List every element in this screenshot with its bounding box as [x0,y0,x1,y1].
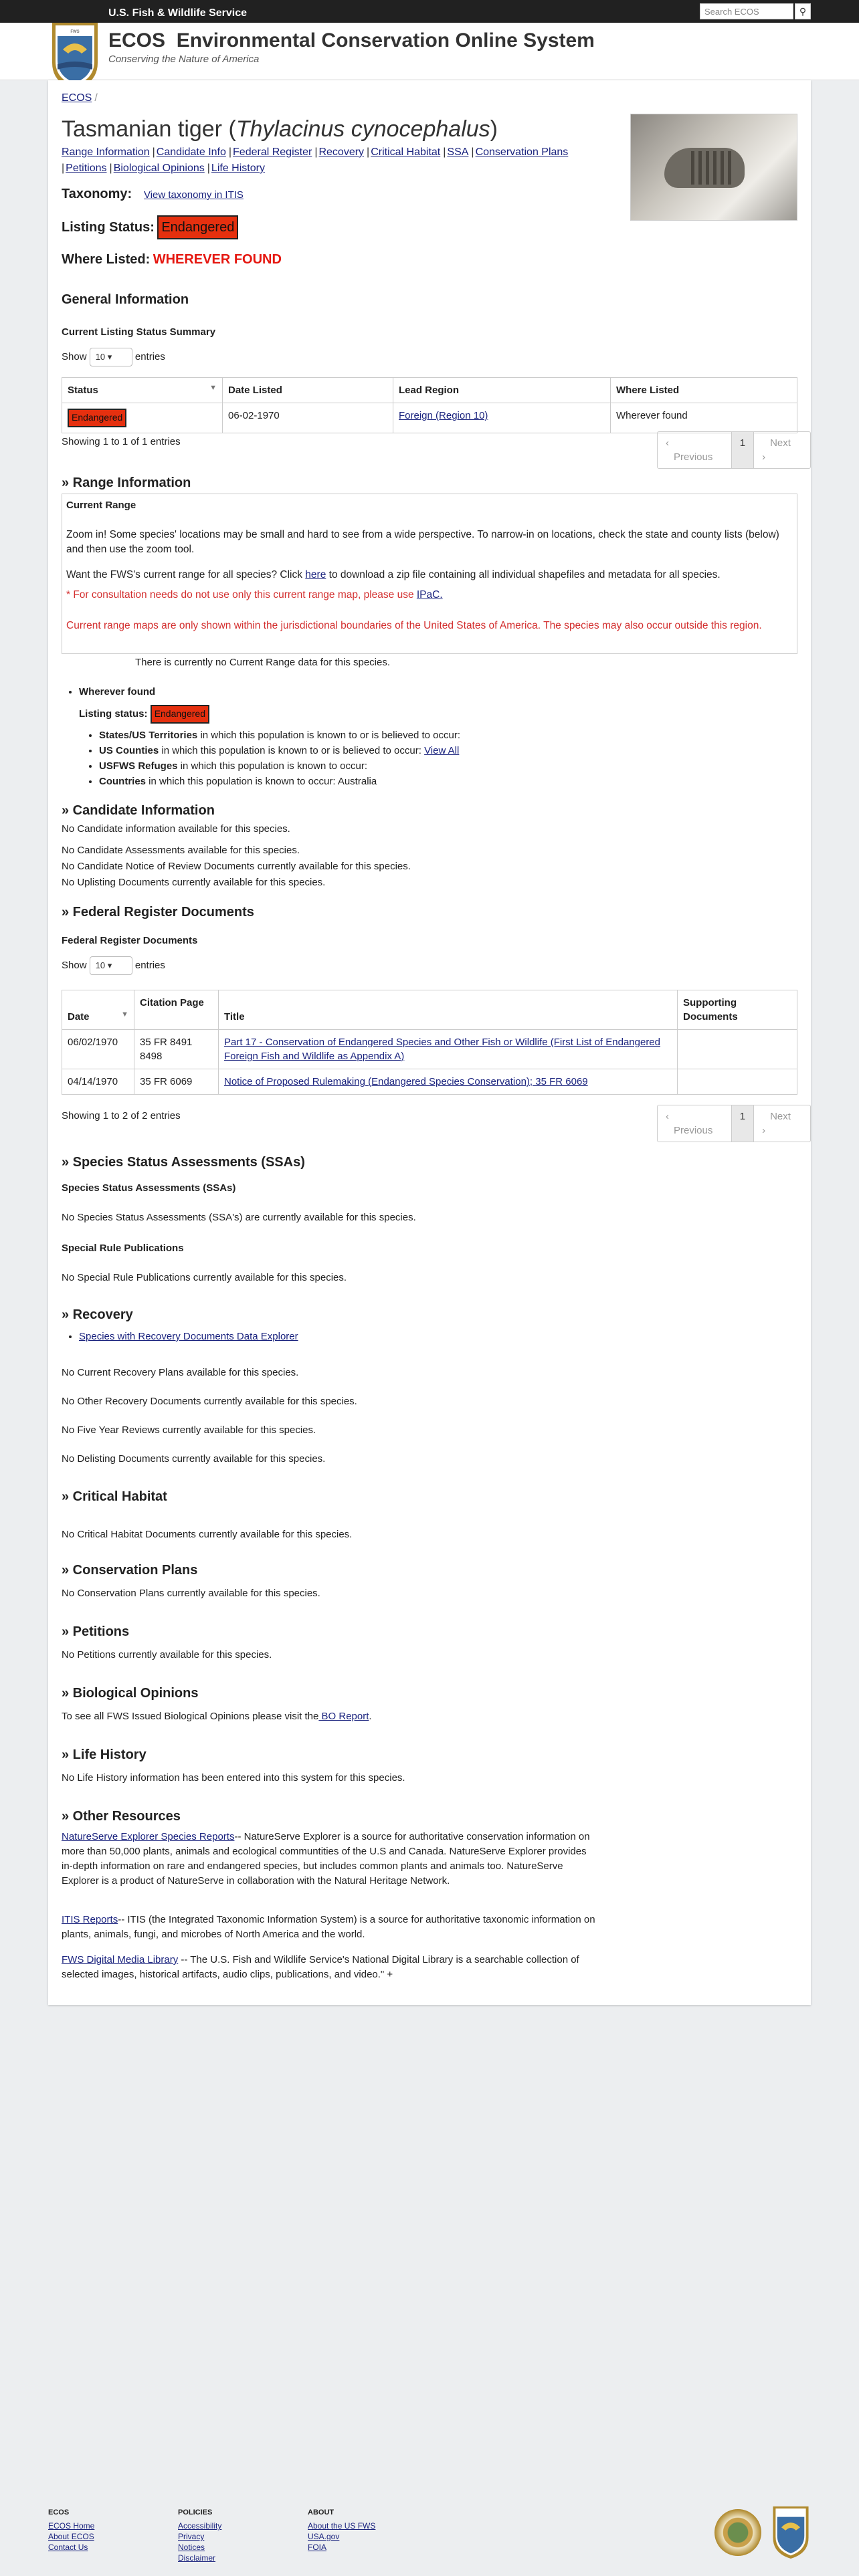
ssa-subheading: Species Status Assessments (SSAs) [62,1182,236,1194]
occurrence-item: • US Counties in which this population is known to or is believed to occur: View All [99,743,460,758]
fedreg-subheading: Federal Register Documents [62,935,198,946]
page-button[interactable]: 1 [732,432,754,468]
page-size-select[interactable]: 10 ▾ [90,956,132,975]
col-citation[interactable]: Citation Page [134,990,219,1030]
page-size-control: Show 10 ▾ entries [62,348,165,366]
table-row: 06/02/1970 35 FR 8491 8498 Part 17 - Conservation of Endangered Species and Other Fish or Wildlife (First List of Endangered Foreign Fish and Wildlife as Appendix A) [62,1030,797,1069]
footer-link[interactable]: USA.gov [308,2532,340,2542]
petitions-none: No Petitions currently available for this species. [62,1649,272,1660]
special-rule-heading: Special Rule Publications [62,1243,184,1254]
species-photo[interactable] [630,114,797,221]
bio-opinions-text: To see all FWS Issued Biological Opinions please visit the BO Report. [62,1711,372,1722]
region-link[interactable]: Foreign (Region 10) [399,410,488,421]
candidate-text: No Candidate information available for this species. No Candidate Assessments available for this species. No Candidate Notice of Review Documents currently available for this species. No Uplisting Documents currently available for this species. [62,823,411,888]
col-supporting[interactable]: Supporting Documents [678,990,797,1030]
resource-natureserve: NatureServe Explorer Species Reports-- NatureServe Explorer is a source for authoritative conservation information on more than 50,000 plants, animals and ecological communtities of the U.S and Canada. NatureServe Explorer provides in-depth information on rare and endangered species, but includes common plants and animals too. NatureServe Explorer is a product of NatureServe in collaboration with the Natural Heritage Network. [62,1831,590,1887]
range-boundary-text: Current range maps are only shown within the jurisdictional boundaries of the United States of America. The species may also occur outside this region. [66,620,762,631]
col-status[interactable]: Status ▼ [62,378,223,403]
col-region[interactable]: Lead Region [393,378,611,403]
status-badge: Endangered [151,705,209,724]
sort-icon[interactable]: ▼ [209,384,217,392]
nav-link-ssa[interactable]: SSA [447,146,469,158]
ipac-link[interactable]: IPaC. [416,589,443,601]
main-card [48,80,811,2005]
ssa-none: No Species Status Assessments (SSA's) are currently available for this species. [62,1212,416,1223]
listing-status-row: Listing Status: Endangered [62,215,238,239]
fedreg-page-size: Show 10 ▾ entries [62,956,165,975]
occurrence-list [82,728,460,789]
natureserve-link[interactable]: NatureServe Explorer Species Reports [62,1831,235,1842]
special-rule-none: No Special Rule Publications currently available for this species. [62,1272,347,1283]
critical-habitat-none: No Critical Habitat Documents currently available for this species. [62,1529,353,1540]
view-all-counties-link[interactable]: View All [424,745,460,756]
footer-link[interactable]: Disclaimer [178,2553,216,2563]
nav-link-biological-opinions[interactable]: Biological Opinions [113,163,205,174]
nav-separator: | [109,163,112,174]
taxonomy-row: Taxonomy: View taxonomy in ITIS [62,187,244,201]
col-title[interactable]: Title [219,990,678,1030]
status-badge: Endangered [68,409,126,427]
range-heading: » Range Information [62,475,191,490]
recovery-none-3: No Five Year Reviews currently available for this species. [62,1424,316,1436]
site-tagline: Conserving the Nature of America [108,53,260,65]
recovery-links [62,1329,298,1344]
nav-separator: | [62,163,65,174]
prev-button[interactable]: ‹ Previous [658,1105,732,1142]
svg-text:FWS: FWS [70,30,80,34]
nav-link-life-history[interactable]: Life History [211,163,265,174]
fws-shield-icon[interactable] [769,2506,812,2559]
page-button[interactable]: 1 [732,1105,754,1142]
nav-separator: | [314,146,318,158]
footer-policies: POLICIES Accessibility Privacy Notices Disclaimer [178,2508,222,2563]
digital-media-link[interactable]: FWS Digital Media Library [62,1954,179,1965]
fedreg-table [62,990,797,1095]
footer-link[interactable]: ECOS Home [48,2521,95,2531]
range-zoom-text: Zoom in! Some species' locations may be small and hard to see from a wide perspective. To narrow-in on locations, check the state and county lists (below) and then use the zoom tool. [66,529,779,555]
life-history-heading: » Life History [62,1747,147,1762]
recovery-heading: » Recovery [62,1307,133,1322]
conservation-none: No Conservation Plans currently available for this species. [62,1588,320,1599]
section-nav [62,144,617,177]
sort-icon[interactable]: ▼ [121,1010,128,1018]
nav-link-critical-habitat[interactable]: Critical Habitat [371,146,441,158]
breadcrumb-separator: / [94,92,98,104]
fws-shield-logo[interactable] [50,23,100,90]
nav-separator: | [471,146,474,158]
site-name[interactable]: ECOS Environmental Conservation Online System [108,29,595,51]
site-header [0,23,859,80]
nav-link-conservation-plans[interactable]: Conservation Plans [475,146,569,158]
resource-itis: ITIS Reports-- ITIS (the Integrated Taxonomic Information System) is a source for authoritative taxonomic information on plants, animals, fungi, and microbes of North America and the world. [62,1914,595,1940]
pagination [657,431,811,469]
listing-summary-heading: Current Listing Status Summary [62,326,216,338]
occurrence-item: • States/US Territories in which this population is known to or is believed to occur: [99,728,460,743]
table-info: Showing 1 to 2 of 2 entries [62,1110,181,1121]
current-range-title: Current Range [66,500,136,511]
prev-button[interactable]: ‹ Previous [658,432,732,468]
fedreg-heading: » Federal Register Documents [62,905,254,920]
nav-link-range-information[interactable]: Range Information [62,146,150,158]
conservation-heading: » Conservation Plans [62,1563,198,1578]
where-listed-row: Where Listed: WHEREVER FOUND [62,252,282,267]
footer-link[interactable]: Notices [178,2543,205,2553]
recovery-none-2: No Other Recovery Documents currently available for this species. [62,1396,357,1407]
recovery-explorer-link[interactable]: Species with Recovery Documents Data Explorer [79,1331,298,1342]
next-button[interactable]: Next › [762,437,791,463]
population-list: • Wherever found [62,685,155,699]
page-title: Tasmanian tiger (Thylacinus cynocephalus) [62,116,498,142]
footer-ecos: ECOS ECOS Home About ECOS Contact Us [48,2508,95,2553]
col-date[interactable]: Date Listed [223,378,393,403]
itis-link[interactable]: ITIS Reports [62,1914,118,1925]
bo-report-link[interactable]: BO Report [318,1711,369,1722]
col-date[interactable]: Date ▼ [62,990,134,1030]
doi-seal-icon[interactable] [714,2509,761,2556]
pop-status-row: Listing status: Endangered [79,705,209,724]
table-row: 04/14/1970 35 FR 6069 Notice of Proposed Rulemaking (Endangered Species Conservation); 35 FR 6069 [62,1069,797,1095]
life-history-none: No Life History information has been entered into this system for this species. [62,1772,405,1784]
current-range-box [62,494,797,654]
taxonomy-itis-link[interactable]: View taxonomy in ITIS [143,189,244,201]
recovery-none-4: No Delisting Documents currently available for this species. [62,1453,326,1465]
fedreg-doc-link[interactable]: Part 17 - Conservation of Endangered Species and Other Fish or Wildlife (First List of Endangered Foreign Fish and Wildlife as Appendix A) [224,1037,660,1062]
search-icon[interactable]: ⚲ [795,3,811,19]
ssa-heading: » Species Status Assessments (SSAs) [62,1155,305,1170]
critical-habitat-heading: » Critical Habitat [62,1489,167,1504]
agency-name: U.S. Fish & Wildlife Service [108,7,248,19]
search-input[interactable]: Search ECOS [700,3,793,19]
next-button[interactable]: Next › [762,1111,791,1136]
table-info: Showing 1 to 1 of 1 entries [62,436,181,447]
footer-link[interactable]: Contact Us [48,2543,88,2553]
other-resources-heading: » Other Resources [62,1809,181,1824]
recovery-none-1: No Current Recovery Plans available for this species. [62,1367,299,1378]
nav-link-petitions[interactable]: Petitions [66,163,107,174]
footer-about: ABOUT About the US FWS USA.gov FOIA [308,2508,376,2553]
nav-separator: | [152,146,155,158]
nav-separator: | [207,163,210,174]
nav-separator: | [443,146,446,158]
footer-link[interactable]: Accessibility [178,2521,222,2531]
listing-table [62,377,797,433]
nav-link-recovery[interactable]: Recovery [318,146,365,158]
breadcrumb [62,91,98,106]
range-consult-text: * For consultation needs do not use only this current range map, please use IPaC. [66,589,443,601]
candidate-heading: » Candidate Information [62,803,215,818]
footer-link[interactable]: About the US FWS [308,2521,376,2531]
general-info-heading: General Information [62,292,189,307]
nav-separator: | [367,146,370,158]
nav-link-candidate-info[interactable]: Candidate Info [156,146,226,158]
fedreg-doc-link[interactable]: Notice of Proposed Rulemaking (Endangered Species Conservation); 35 FR 6069 [224,1076,588,1087]
col-where[interactable]: Where Listed [611,378,797,403]
footer-link[interactable]: Privacy [178,2532,205,2542]
bio-opinions-heading: » Biological Opinions [62,1686,199,1701]
range-download-link[interactable]: here [305,569,326,580]
footer-link[interactable]: About ECOS [48,2532,94,2542]
range-download-text: Want the FWS's current range for all species? Click here to download a zip file containing all individual shapefiles and metadata for all species. [66,569,721,580]
nav-link-federal-register[interactable]: Federal Register [233,146,312,158]
no-range-text: There is currently no Current Range data for this species. [135,657,391,668]
page-size-select[interactable]: 10 ▾ [90,348,132,366]
nav-separator: | [228,146,232,158]
pagination [657,1105,811,1142]
breadcrumb-ecos-link[interactable]: ECOS [62,92,92,104]
occurrence-item: • USFWS Refuges in which this population is known to occur: [99,758,460,774]
petitions-heading: » Petitions [62,1624,130,1639]
occurrence-item: • Countries in which this population is known to occur: Australia [99,774,460,789]
footer-link[interactable]: FOIA [308,2543,327,2553]
resource-digital-media: FWS Digital Media Library -- The U.S. Fish and Wildlife Service's National Digital Library is a searchable collection of selected images, historical artifacts, audio clips, publications, and video." + [62,1954,579,1980]
top-bar [0,0,859,23]
status-badge: Endangered [157,215,238,239]
table-row: Endangered 06-02-1970 Foreign (Region 10) Wherever found [62,403,797,433]
